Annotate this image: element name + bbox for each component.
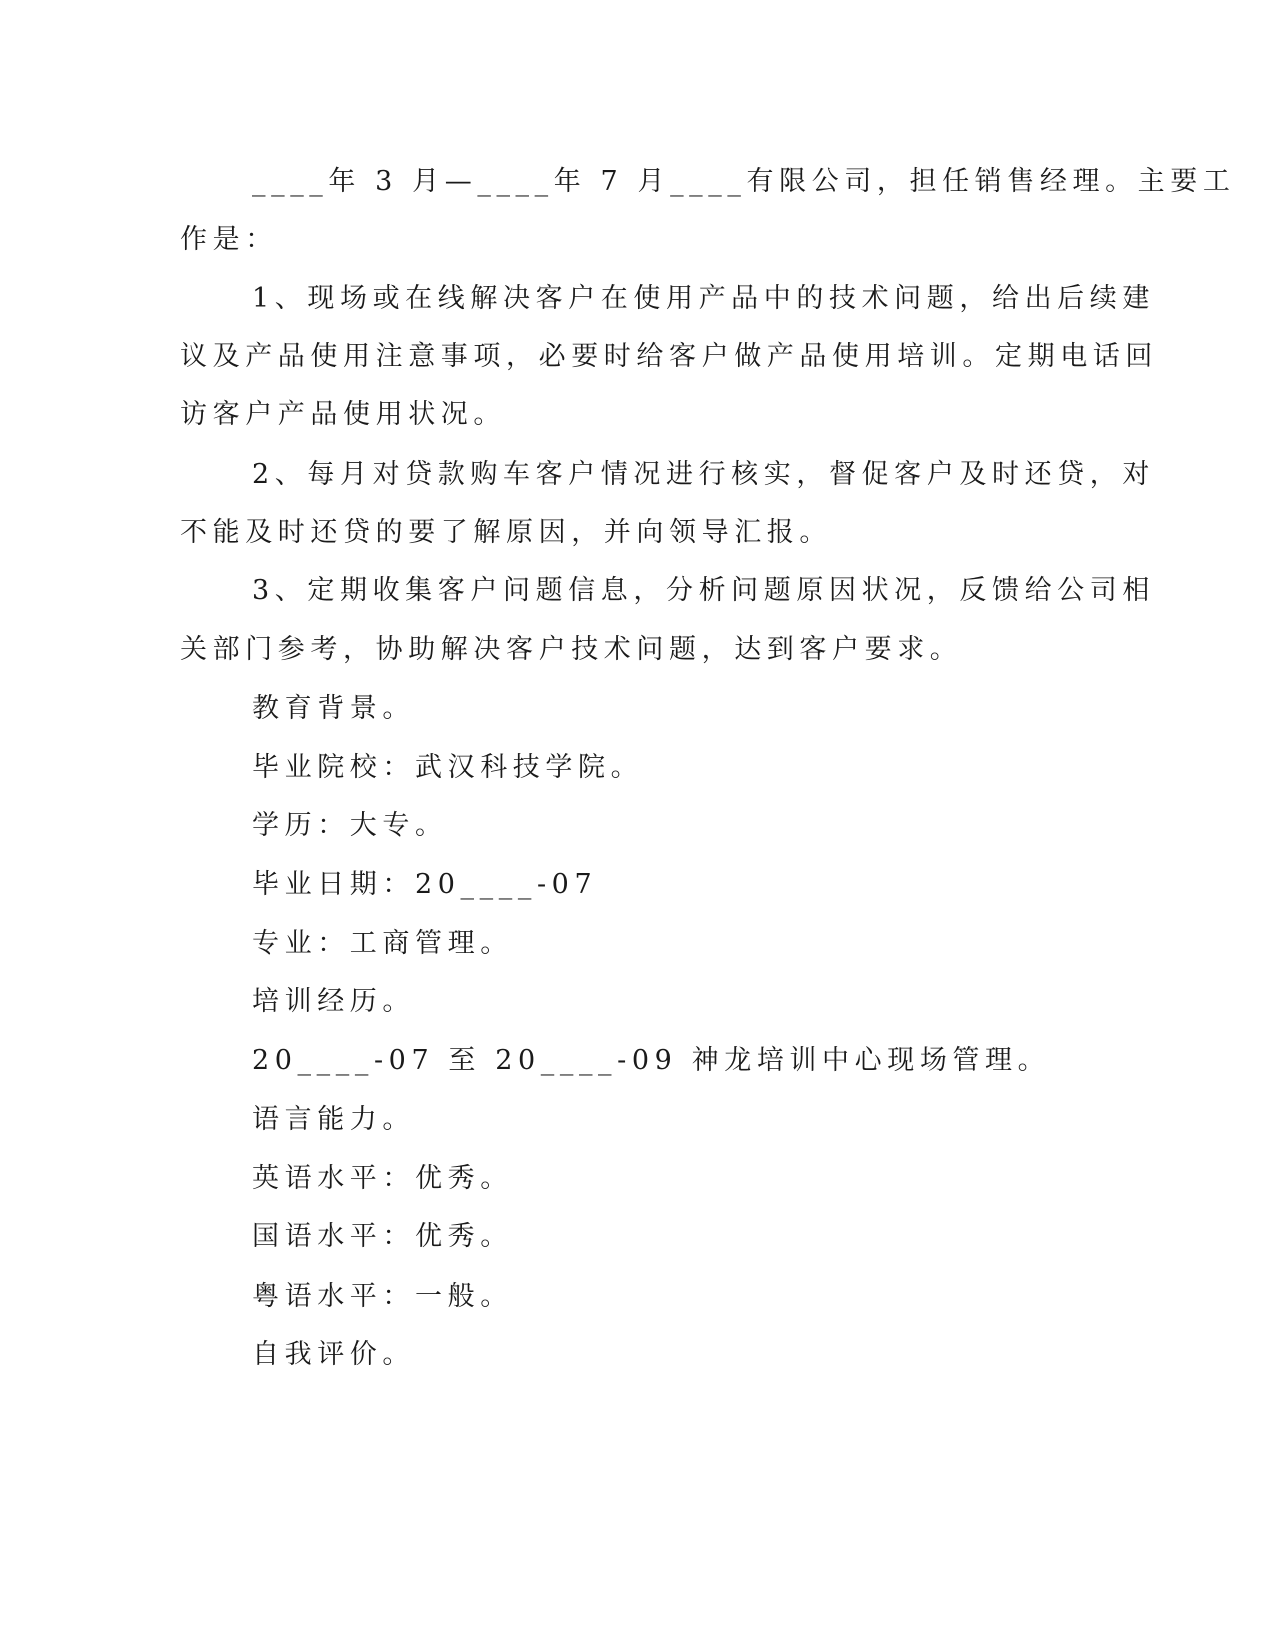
education-graduation-date: 毕业日期：20____-07	[252, 869, 598, 900]
section-heading-self-evaluation: 自我评价。	[252, 1339, 415, 1370]
duty-item-1: 1、现场或在线解决客户在使用产品中的技术问题，给出后续建	[252, 283, 1155, 314]
job-period-line-cont: 作是：	[180, 224, 278, 255]
section-heading-education: 教育背景。	[252, 693, 415, 724]
duty-item-1-cont-1: 议及产品使用注意事项，必要时给客户做产品使用培训。定期电话回	[180, 341, 1158, 372]
language-cantonese: 粤语水平：一般。	[252, 1281, 513, 1312]
language-mandarin: 国语水平：优秀。	[252, 1221, 513, 1252]
job-period-line: ____年 3 月—____年 7 月____有限公司，担任销售经理。主要工	[252, 166, 1236, 197]
training-entry: 20____-07 至 20____-09 神龙培训中心现场管理。	[252, 1045, 1051, 1076]
section-heading-training: 培训经历。	[252, 986, 415, 1017]
education-school: 毕业院校：武汉科技学院。	[252, 752, 644, 783]
duty-item-1-cont-2: 访客户产品使用状况。	[180, 399, 506, 430]
duty-item-3: 3、定期收集客户问题信息，分析问题原因状况，反馈给公司相	[252, 575, 1155, 606]
education-degree: 学历：大专。	[252, 810, 448, 841]
education-major: 专业：工商管理。	[252, 928, 513, 959]
language-english: 英语水平：优秀。	[252, 1163, 513, 1194]
section-heading-language: 语言能力。	[252, 1104, 415, 1135]
duty-item-3-cont: 关部门参考，协助解决客户技术问题，达到客户要求。	[180, 634, 963, 665]
duty-item-2-cont: 不能及时还贷的要了解原因，并向领导汇报。	[180, 517, 832, 548]
duty-item-2: 2、每月对贷款购车客户情况进行核实，督促客户及时还贷，对	[252, 459, 1155, 490]
